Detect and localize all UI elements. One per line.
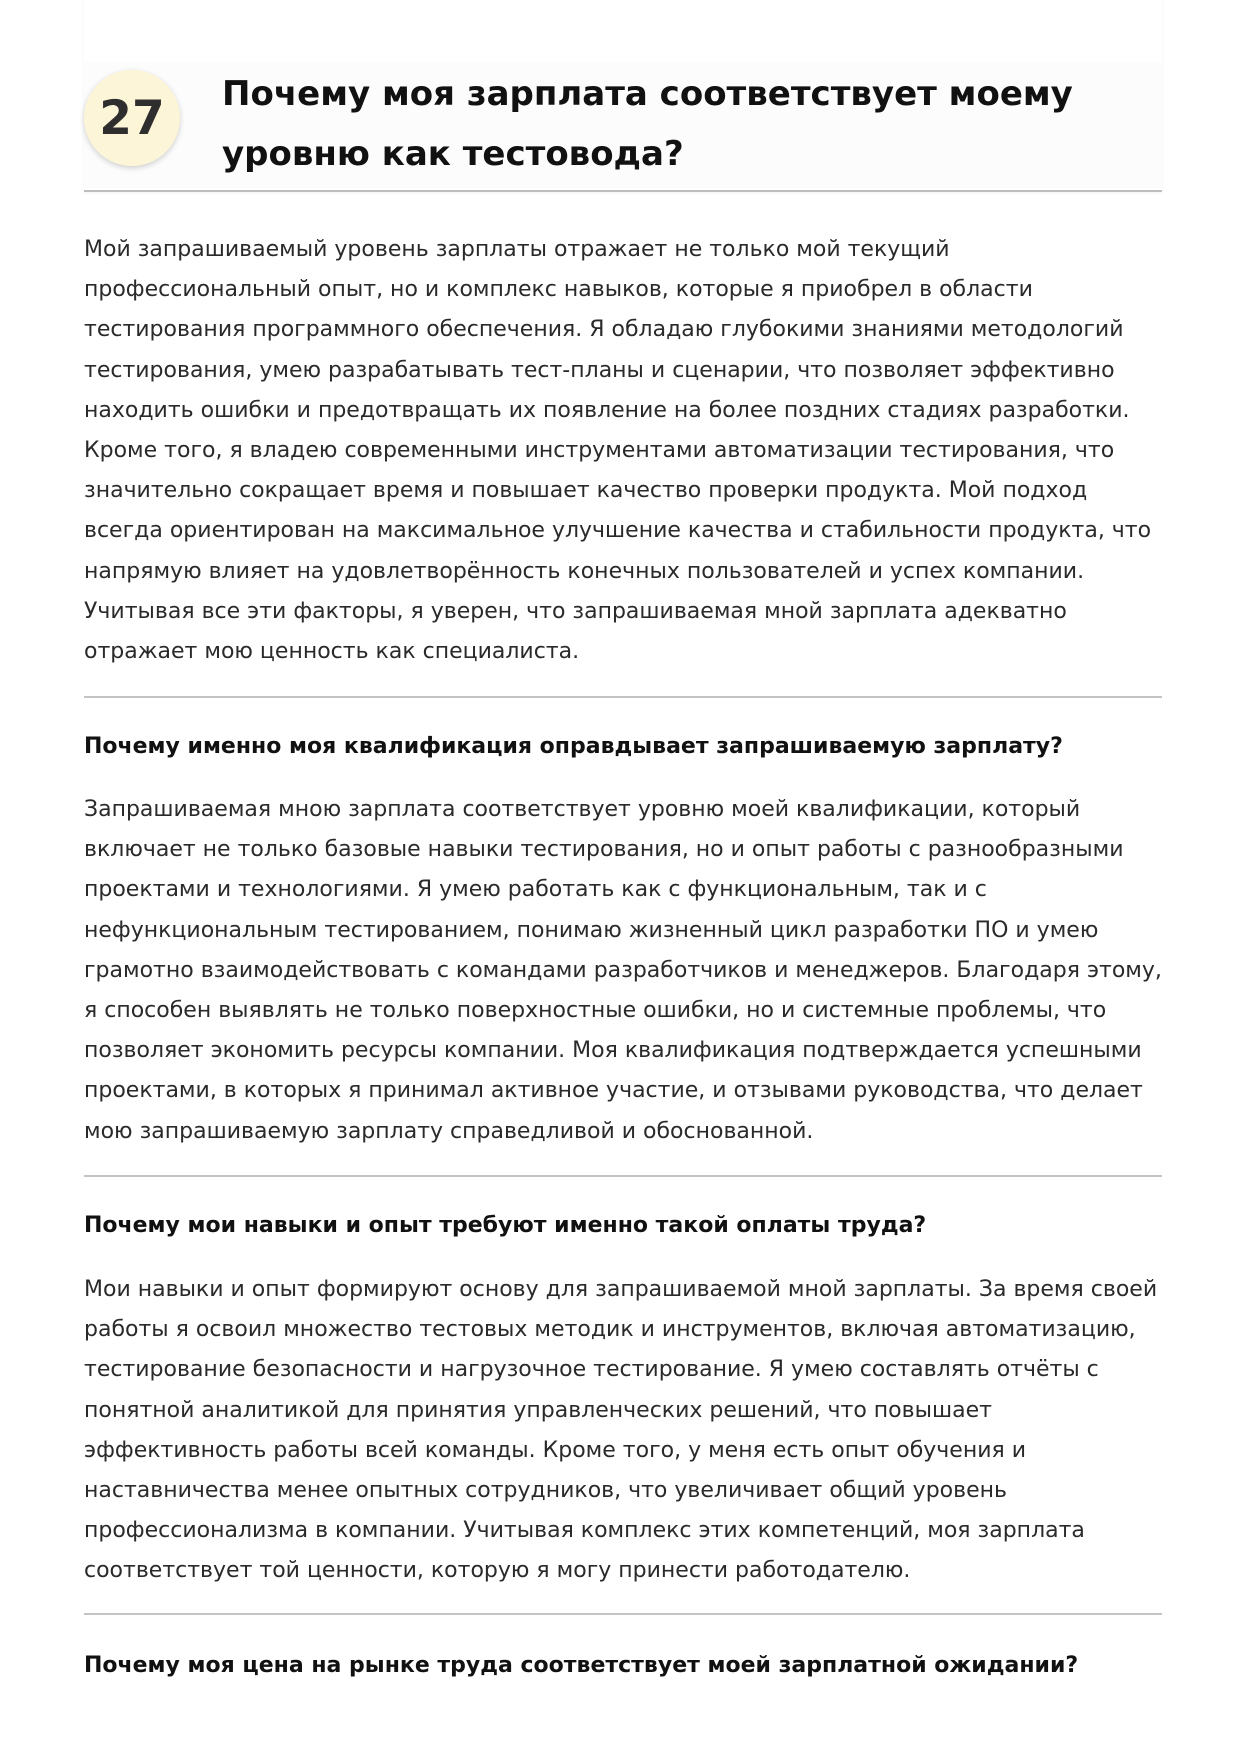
section-heading-qualification: Почему именно моя квалификация оправдывает запрашиваемую зарплату? [84, 734, 1063, 759]
question-title: Почему моя зарплата соответствует моему уровню как тестовода? [222, 74, 1073, 174]
document-page [84, 0, 1162, 1678]
intro-paragraph: Мой запрашиваемый уровень зарплаты отражает не только мой текущий профессиональный опыт, но и комплекс навыков, которые я приобрел в области тестирования программного обеспечения. Я обладаю глубокими знаниями методологий тестирования, умею разрабатывать тест-планы и сценарии, что позволяет эффективно находить ошибки и предотвращать их появление на более поздних стадиях разработки. Кроме того, я владею современными инструментами автоматизации тестирования, что значительно сокращает время и повышает качество проверки продукта. Мой подход всегда ориентирован на максимальное улучшение качества и стабильности продукта, что напрямую влияет на удовлетворённость конечных пользователей и успех компании. Учитывая все эти факторы, я уверен, что запрашиваемая мной зарплата адекватно отражает мою ценность как специалиста. [84, 237, 1152, 665]
section-divider [84, 1175, 1162, 1177]
section-paragraph-qualification: Запрашиваемая мною зарплата соответствует уровню моей квалификации, который включает не только базовые навыки тестирования, но и опыт работы с разнообразными проектами и технологиями. Я умею работать как с функциональным, так и с нефункциональным тестированием, понимаю жизненный цикл разработки ПО и умею грамотно взаимодействовать с командами разработчиков и менеджеров. Благодаря этому, я способен выявлять не только поверхностные ошибки, но и системные проблемы, что позволяет экономить ресурсы компании. Моя квалификация подтверждается успешными проектами, в которых я принимал активное участие, и отзывами руководства, что делает мою запрашиваемую зарплату справедливой и обоснованной. [84, 797, 1162, 1144]
section-paragraph-skills: Мои навыки и опыт формируют основу для запрашиваемой мной зарплаты. За время своей работы я освоил множество тестовых методик и инструментов, включая автоматизацию, тестирование безопасности и нагрузочное тестирование. Я умею составлять отчёты с понятной аналитикой для принятия управленческих решений, что повышает эффективность работы всей команды. Кроме того, у меня есть опыт обучения и наставничества менее опытных сотрудников, что увеличивает общий уровень профессионализма в компании. Учитывая комплекс этих компетенций, моя зарплата соответствует той ценности, которую я могу принести работодателю. [84, 1277, 1158, 1584]
section-divider [84, 696, 1162, 698]
section-heading-skills: Почему мои навыки и опыт требуют именно такой оплаты труда? [84, 1213, 927, 1238]
question-header [84, 0, 1162, 192]
section-heading-market: Почему моя цена на рынке труда соответствует моей зарплатной ожидании? [84, 1653, 1079, 1678]
question-number-badge: 27 [84, 70, 180, 166]
section-divider [84, 1613, 1162, 1615]
